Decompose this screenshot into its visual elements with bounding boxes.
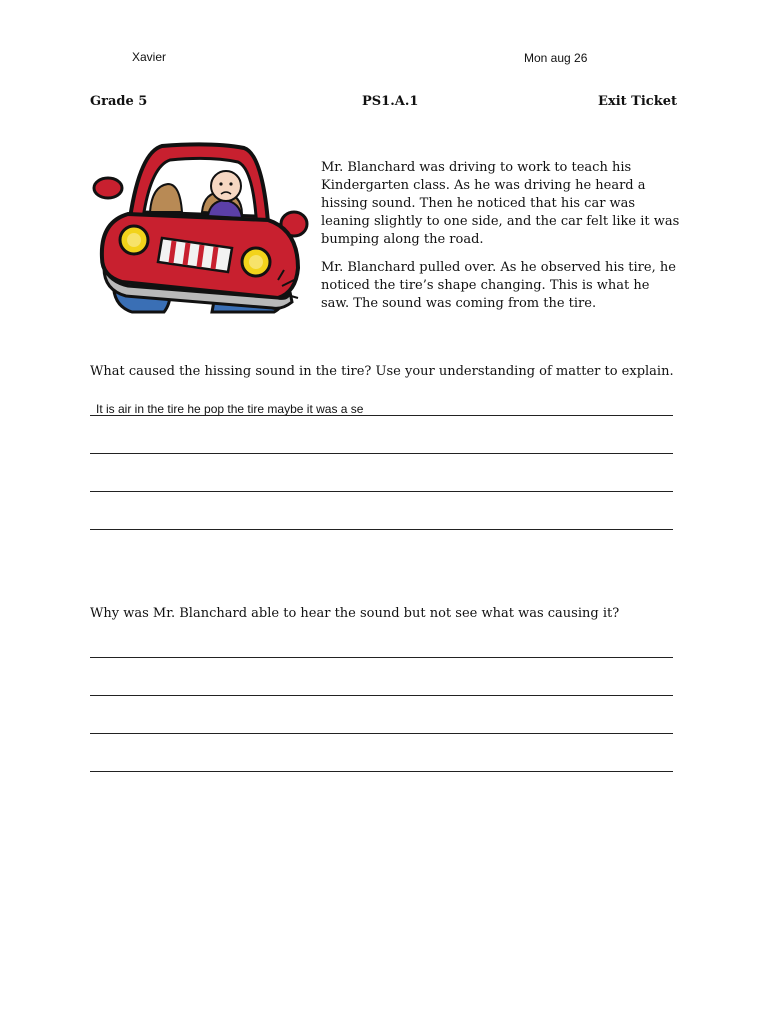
standard-label: PS1.A.1 [362,94,419,109]
answer-line[interactable] [90,529,673,530]
answer-line[interactable] [90,453,673,454]
grade-label: Grade 5 [90,94,148,109]
question-2-prompt: Why was Mr. Blanchard able to hear the sound but not see what was causing it? [90,606,620,621]
answer-line[interactable] [90,491,673,492]
question-1-prompt: What caused the hissing sound in the tire? Use your understanding of matter to explain. [90,364,674,379]
car-flat-tire-icon [92,140,310,318]
answer-line[interactable] [90,657,673,658]
story-paragraph-2: Mr. Blanchard pulled over. As he observed his tire, he noticed the tire’s shape changing. This is what he saw. The sound was coming from the tire. [321,260,676,311]
answer-line[interactable] [90,695,673,696]
answer-line[interactable] [90,415,673,416]
date-text: Mon aug 26 [524,51,588,65]
story-paragraph-1: Mr. Blanchard was driving to work to teach his Kindergarten class. As he was driving he heard a hissing sound. Then he noticed that his car was leaning slightly to one side, and the car felt like it was bumping along the road. [321,160,680,247]
student-name: Xavier [132,50,167,64]
car-flat-tire-illustration [92,140,310,318]
question-1-answer[interactable]: It is air in the tire he pop the tire maybe it was a se [96,402,364,416]
exit-ticket-label: Exit Ticket [598,94,677,109]
story-text [321,159,681,323]
answer-line[interactable] [90,733,673,734]
answer-line[interactable] [90,771,673,772]
